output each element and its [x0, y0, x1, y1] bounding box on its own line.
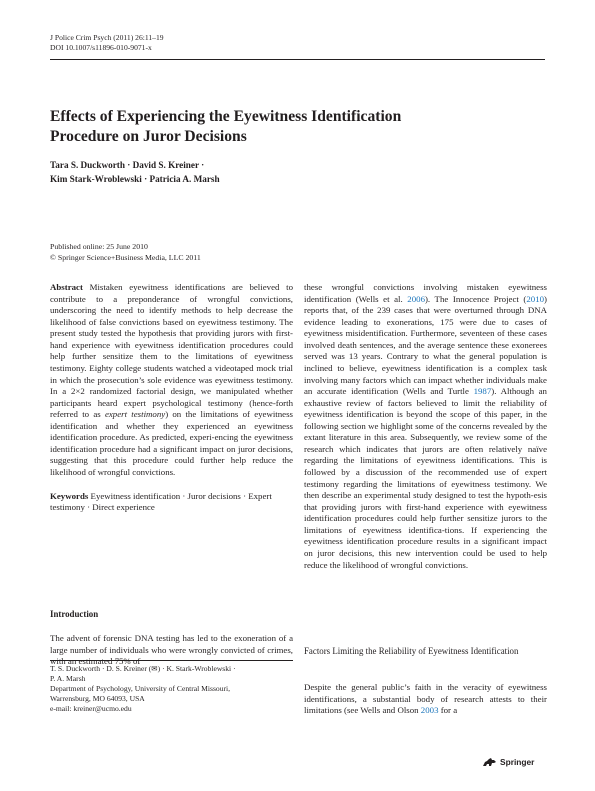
text-run: Despite the general public’s faith in the veracity of eyewitness identifications, a substantial body of research attests to their limitations (see Wells and Olson: [304, 682, 547, 716]
footnote-line-1: T. S. Duckworth · D. S. Kreiner (✉) · K. Stark-Wroblewski ·: [50, 664, 236, 673]
publisher-logo: [482, 757, 534, 767]
footnote-line-3: Department of Psychology, University of Central Missouri,: [50, 684, 231, 693]
footnote-line-2: P. A. Marsh: [50, 674, 86, 683]
abstract-text-a: Mistaken eyewitness identifications are believed to contribute to a preponderance of wrongful convictions, underscoring the need to identify methods to help decrease the likelihood of false convictions based on eyewitness testimony. The present study tested the hypothesis that providing jurors with first-hand experience with eyewitness identification procedures could help further sensitize them to the limitations of eyewitness testimony. Eighty college students watched a videotaped mock trial in which the prosecution’s sole evidence was eyewitness testimony. In a 2×2 randomized factorial design, we manipulated whether participants heard expert psychological testimony (hence-forth referred to as: [50, 282, 293, 420]
right-column-continued: [304, 682, 547, 717]
citation-link[interactable]: 2006: [407, 293, 425, 304]
abstract: [50, 282, 293, 479]
keywords-label: Keywords: [50, 490, 89, 501]
citation-link[interactable]: 2003: [420, 705, 439, 716]
author-affiliation-footnote: [50, 664, 293, 714]
title-line-1: Effects of Experiencing the Eyewitness Identification: [50, 108, 402, 125]
body-paragraph-2: [304, 682, 547, 717]
authors-line-1: Tara S. Duckworth · David S. Kreiner ·: [50, 160, 205, 170]
journal-citation: J Police Crim Psych (2011) 26:11–19: [50, 33, 164, 42]
left-column: [50, 282, 293, 514]
publisher-name: Springer: [500, 757, 535, 767]
footnote-line-4: Warrensburg, MO 64093, USA: [50, 694, 145, 703]
citation-link[interactable]: 2010: [526, 293, 545, 304]
text-run: for a: [438, 705, 458, 716]
doi: DOI 10.1007/s11896-010-9071-x: [50, 43, 152, 52]
header-rule: [50, 59, 545, 60]
springer-horse-icon: [482, 757, 497, 767]
text-run: ). The Innocence Project (: [424, 293, 527, 304]
footnote-rule: [50, 660, 293, 661]
running-header: [50, 33, 164, 53]
subsection-heading: Factors Limiting the Reliability of Eyewitness Identification: [304, 646, 519, 656]
citation-link[interactable]: 1987: [473, 386, 492, 397]
footnote-email: e-mail: kreiner@ucmo.edu: [50, 704, 132, 713]
abstract-text-b: ) on the limitations of eyewitness identification and whether they experienced an eyewitness identification procedure. As predicted, experi-encing the eyewitness identification procedure had a significant impact on juror decisions, suggesting that this procedure could further help reduce the likelihood of wrongful convictions.: [50, 409, 293, 477]
abstract-label: Abstract: [50, 282, 83, 292]
copyright-notice: © Springer Science+Business Media, LLC 2011: [50, 252, 201, 262]
authors-line-2: Kim Stark-Wroblewski · Patricia A. Marsh: [50, 173, 220, 184]
abstract-text-italic: expert testimony: [104, 409, 166, 420]
keywords: [50, 491, 293, 514]
article-title: [50, 107, 530, 147]
right-column: [304, 282, 547, 571]
keywords-text: Eyewitness identification · Juror decisions · Expert testimony · Direct experience: [50, 490, 272, 513]
body-paragraph-1: [304, 282, 547, 571]
text-run: ) reports that, of the 239 cases that were overturned through DNA evidence leading to exonerations, 175 were due to cases of eyewitness misidentification. Furthermore, seventeen of these cases involved death sentences, and the average sentence these exonerees served was 13 years. Contrary to what the general population is inclined to believe, eyewitness identification is a complex task involving many factors which can impact whether individuals make an accurate identification (Wells and Turtle: [304, 293, 547, 397]
introduction-text: [50, 633, 293, 668]
published-date: Published online: 25 June 2010: [50, 242, 148, 251]
introduction-paragraph: The advent of forensic DNA testing has led to the exoneration of a large number of individuals who were wrongly convicted of crimes, with an estimated 75% of: [50, 633, 293, 667]
publication-info: [50, 242, 350, 263]
title-line-2: Procedure on Juror Decisions: [50, 128, 247, 145]
introduction-heading: Introduction: [50, 609, 99, 619]
author-list: [50, 159, 530, 186]
text-run: these wrongful convictions involving mistaken eyewitness identification (Wells et al.: [304, 282, 547, 304]
text-run: ). Although an exhaustive review of factors believed to limit the reliability of eyewitness identification is beyond the scope of this paper, in the following section we highlight some of the concerns revealed by the extant literature in this area. Subsequently, we review some of the research which indicates that jurors are often relatively naïve regarding the limitations of eyewitness identifications. This is followed by a discussion of the recommended use of expert testimony regarding the limitations of eyewitness testimony. We then describe an experimental study designed to test the hypoth-esis that providing jurors with first-hand experience with eyewitness identification procedures could help further sensitize jurors to the limitations of eyewitness identifica-tions. If experiencing the eyewitness identification procedure results in a significant impact on juror decisions, this new intervention could be used to help reduce the likelihood of wrongful convictions.: [304, 386, 547, 570]
